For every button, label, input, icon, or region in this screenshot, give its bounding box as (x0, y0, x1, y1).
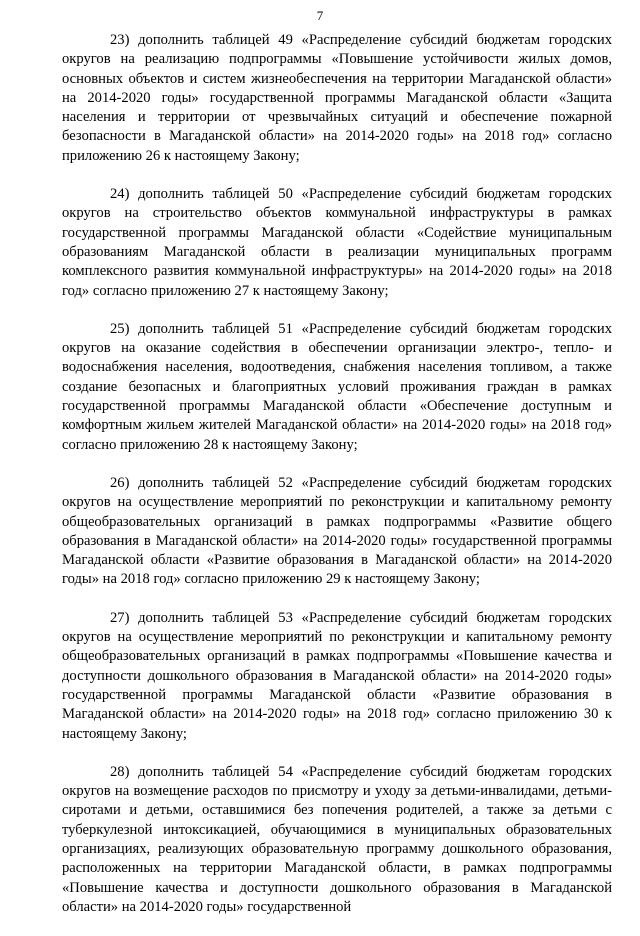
page-number: 7 (316, 8, 324, 23)
document-body (62, 31, 612, 936)
paragraph-item-24: 24) дополнить таблицей 50 «Распределение субсидий бюджетам городских округов на строительство объектов коммунальной инфраструктуры в рамках государственной программы Магаданской области «Содействие муниципальным образованиям Магаданской области в реализации муниципальных программ комплексного развития коммунальной инфраструктуры» на 2014-2020 годы» на 2018 год» согласно приложению 27 к настоящему Закону; (62, 186, 612, 299)
paragraph-item-27: 27) дополнить таблицей 53 «Распределение субсидий бюджетам городских округов на осуществление мероприятий по реконструкции и капитальному ремонту общеобразовательных организаций в рамках подпрограммы «Повышение качества и доступности дошкольного образования в Магаданской области» на 2014-2020 годы» государственной программы Магаданской области «Развитие образования в Магаданской области» на 2014-2020 годы» на 2018 год» согласно приложению 30 к настоящему Закону; (62, 609, 612, 742)
paragraph-item-28: 28) дополнить таблицей 54 «Распределение субсидий бюджетам городских округов на возмещение расходов по присмотру и уходу за детьми-инвалидами, детьми-сиротами и детьми, оставшимися без попечения родителей, а также за детьми с туберкулезной интоксикацией, обучающимися в муниципальных образовательных организациях, реализующих образовательную программу дошкольного образования, расположенных на территории Магаданской области, в рамках подпрограммы «Повышение качества и доступности дошкольного образования в Магаданской области» на 2014-2020 годы» государственной (62, 763, 612, 915)
paragraph-item-25: 25) дополнить таблицей 51 «Распределение субсидий бюджетам городских округов на оказание содействия в обеспечении организации электро-, тепло- и водоснабжения населения, водоотведения, снабжения населения топливом, а также создание безопасных и благоприятных условий проживания граждан в рамках государственной программы Магаданской области «Обеспечение доступным и комфортным жильем жителей Магаданской области» на 2014-2020 годы» на 2018 год» согласно приложению 28 к настоящему Закону; (62, 320, 612, 453)
paragraph-item-23: 23) дополнить таблицей 49 «Распределение субсидий бюджетам городских округов на реализацию подпрограммы «Повышение устойчивости жилых домов, основных объектов и систем жизнеобеспечения на территории Магаданской области» на 2014-2020 годы» государственной программы Магаданской области «Защита населения и территории от чрезвычайных ситуаций и обеспечение пожарной безопасности в Магаданской области» на 2014-2020 годы» на 2018 год» согласно приложению 26 к настоящему Закону; (62, 32, 612, 164)
paragraph-item-26: 26) дополнить таблицей 52 «Распределение субсидий бюджетам городских округов на осуществление мероприятий по реконструкции и капитальному ремонту общеобразовательных организаций в рамках подпрограммы «Развитие общего образования в Магаданской области» на 2014-2020 годы» государственной программы Магаданской области «Развитие образования в Магаданской области» на 2014-2020 годы» на 2018 год» согласно приложению 29 к настоящему Закону; (62, 474, 612, 588)
